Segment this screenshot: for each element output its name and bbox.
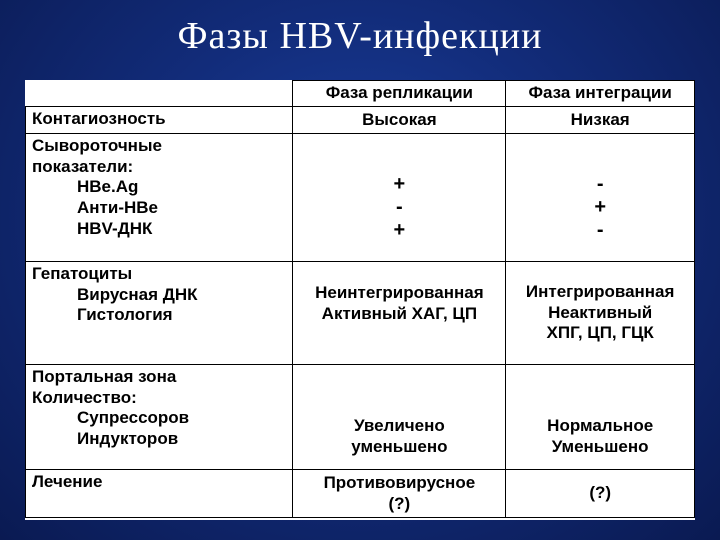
serum-replication-cell xyxy=(293,134,506,262)
hepatocytes-item-histology: Гистология xyxy=(77,305,173,325)
serum-item-hbeag: HBe.Ag xyxy=(77,177,139,197)
serum-integration-anti-hbe: + xyxy=(594,196,607,218)
treatment-integration: (?) xyxy=(506,470,695,518)
hepatocytes-label: Гепатоциты xyxy=(32,264,133,283)
portal-label-1: Портальная зона xyxy=(32,367,177,386)
header-replication: Фаза репликации xyxy=(293,81,506,107)
hepatocytes-replication-histology: Активный ХАГ, ЦП xyxy=(321,304,478,323)
portal-replication-inductors: уменьшено xyxy=(351,437,448,456)
header-integration: Фаза интеграции xyxy=(506,81,695,107)
serum-replication-hbeag: + xyxy=(393,173,406,195)
serum-integration-cell xyxy=(506,134,695,262)
portal-label-cell xyxy=(26,365,293,470)
portal-integration-cell xyxy=(506,365,695,470)
serum-label-1: Сывороточные xyxy=(32,136,162,155)
hepatocytes-item-viral-dna: Вирусная ДНК xyxy=(77,284,198,304)
contagiousness-label: Контагиозность xyxy=(26,107,293,134)
row-serum xyxy=(26,134,695,262)
serum-item-anti-hbe: Анти-HBe xyxy=(77,198,158,218)
contagiousness-integration: Низкая xyxy=(506,107,695,134)
hepatocytes-integration-histology-1: Неактивный xyxy=(548,302,653,322)
serum-integration-hbv-dna: - xyxy=(596,219,604,241)
portal-item-suppressors: Супрессоров xyxy=(77,408,190,428)
treatment-replication-2: (?) xyxy=(388,493,411,513)
portal-replication-cell xyxy=(293,365,506,470)
serum-item-hbv-dna: HBV-ДНК xyxy=(77,218,153,238)
hepatocytes-label-cell xyxy=(26,262,293,365)
table-sheet xyxy=(25,80,695,520)
slide-title: Фазы HBV-инфекции xyxy=(177,15,543,57)
hepatocytes-replication-cell xyxy=(293,262,506,365)
portal-item-inductors: Индукторов xyxy=(77,429,179,449)
hepatocytes-integration-histology-2: ХПГ, ЦП, ГЦК xyxy=(546,323,654,343)
portal-integration-inductors: Уменьшено xyxy=(551,437,649,456)
header-empty-cell xyxy=(26,81,293,107)
hepatocytes-replication-dna: Неинтегрированная xyxy=(315,283,484,303)
contagiousness-replication: Высокая xyxy=(293,107,506,134)
row-contagiousness xyxy=(26,107,695,134)
row-treatment xyxy=(26,470,695,518)
row-portal xyxy=(26,365,695,470)
treatment-label: Лечение xyxy=(26,470,293,518)
serum-label-2: показатели: xyxy=(32,156,134,176)
treatment-replication-cell xyxy=(293,470,506,518)
treatment-replication-1: Противовирусное xyxy=(323,472,476,492)
serum-label-cell xyxy=(26,134,293,262)
serum-replication-anti-hbe: - xyxy=(396,196,403,218)
row-hepatocytes xyxy=(26,262,695,365)
hepatocytes-integration-cell xyxy=(506,262,695,365)
table-header-row xyxy=(26,81,695,107)
hepatocytes-integration-dna: Интегрированная xyxy=(525,281,675,301)
portal-label-2: Количество: xyxy=(32,387,137,407)
portal-integration-suppressors: Нормальное xyxy=(547,416,654,436)
serum-replication-hbv-dna: + xyxy=(393,219,406,241)
hbv-phases-table xyxy=(25,80,695,518)
portal-replication-suppressors: Увеличено xyxy=(353,416,445,436)
serum-integration-hbeag: - xyxy=(596,173,604,195)
